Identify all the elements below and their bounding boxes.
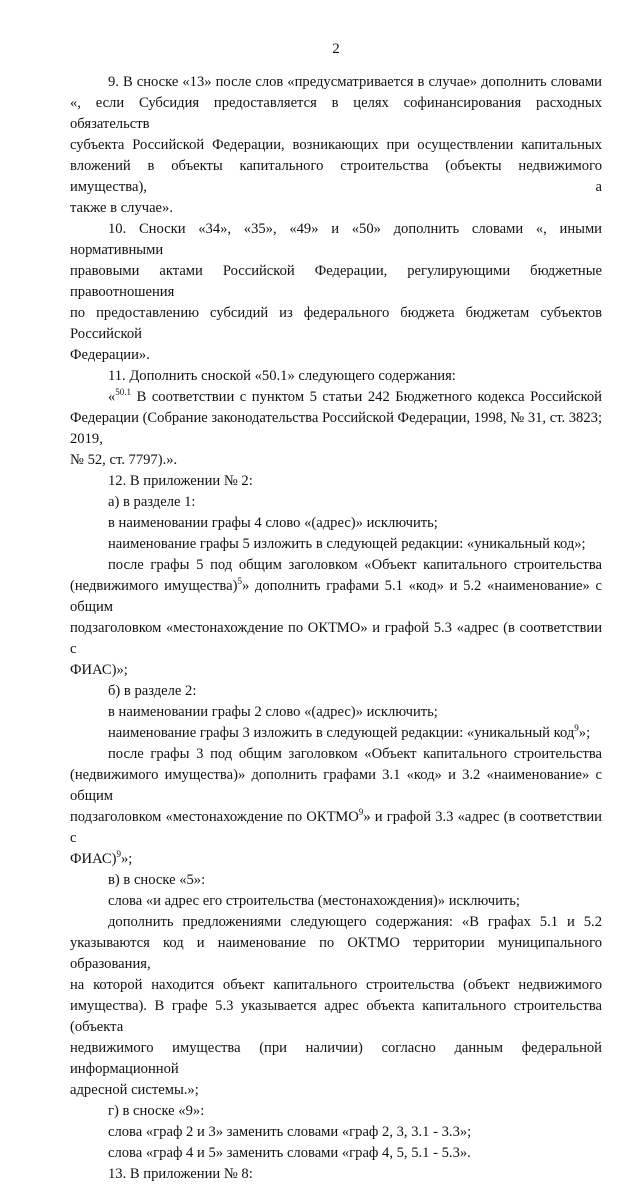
- footnote-marker: 9: [358, 807, 364, 818]
- text-line: ФИАС)»;: [70, 662, 128, 678]
- text-line: недвижимого имущества (при наличии) согласно данным федеральной информационной: [70, 1040, 602, 1077]
- text-line: [70, 849, 602, 870]
- item-9: [70, 72, 602, 219]
- document-body: [70, 72, 602, 1185]
- text-line: [70, 723, 602, 744]
- text-line: Федерации».: [70, 347, 150, 363]
- text-line: а) в разделе 1:: [108, 494, 196, 510]
- footnote-marker: 5: [237, 576, 242, 587]
- text-line: после графы 5 под общим заголовком «Объект капитального строительства: [108, 557, 602, 573]
- text-line: 10. Сноски «34», «35», «49» и «50» дополнить словами «, иными нормативными: [70, 221, 602, 258]
- text-line: (недвижимого имущества)» дополнить графами 3.1 «код» и 3.2 «наименование» с общим: [70, 767, 602, 804]
- text-line: на которой находится объект капитального строительства (объект недвижимого: [70, 977, 602, 993]
- text-line: в) в сноске «5»:: [108, 872, 206, 888]
- text-fragment: наименование графы 3 изложить в следующей редакции: «уникальный код: [108, 725, 575, 741]
- text-line: 12. В приложении № 2:: [108, 473, 253, 489]
- text-line: слова «и адрес его строительства (местонахождения)» исключить;: [108, 893, 520, 909]
- text-line: в наименовании графы 4 слово «(адрес)» исключить;: [108, 515, 438, 531]
- text-line: [70, 576, 602, 618]
- text-line: [70, 807, 602, 849]
- text-fragment: ФИАС): [70, 851, 117, 867]
- text-line: слова «граф 2 и 3» заменить словами «граф 2, 3, 3.1 - 3.3»;: [108, 1124, 472, 1140]
- text-fragment: «: [108, 389, 116, 405]
- item-11: [70, 366, 602, 471]
- text-line: указываются код и наименование по ОКТМО территории муниципального образования,: [70, 935, 602, 972]
- text-fragment: »;: [120, 851, 133, 867]
- text-line: слова «граф 4 и 5» заменить словами «граф 4, 5, 5.1 - 5.3».: [108, 1145, 471, 1161]
- text-fragment: » дополнить графами 5.1 «код» и 5.2 «наименование» с общим: [70, 578, 602, 615]
- text-line: в наименовании графы 2 слово «(адрес)» исключить;: [108, 704, 438, 720]
- text-line: Федерации (Собрание законодательства Российской Федерации, 1998, № 31, ст. 3823; 2019,: [70, 410, 603, 447]
- text-line: [70, 387, 602, 408]
- text-line: дополнить предложениями следующего содержания: «В графах 5.1 и 5.2: [108, 914, 602, 930]
- text-fragment: подзаголовком «местонахождение по ОКТМО: [70, 809, 359, 825]
- text-line: после графы 3 под общим заголовком «Объект капитального строительства: [108, 746, 602, 762]
- text-line: 13. В приложении № 8:: [108, 1166, 253, 1182]
- text-line: имущества). В графе 5.3 указывается адрес объекта капитального строительства (объекта: [70, 998, 602, 1035]
- page-number: 2: [332, 41, 340, 57]
- text-line: г) в сноске «9»:: [108, 1103, 205, 1119]
- text-line: правовыми актами Российской Федерации, регулирующими бюджетные правоотношения: [70, 263, 602, 300]
- text-line: наименование графы 5 изложить в следующей редакции: «уникальный код»;: [108, 536, 586, 552]
- text-line: 9. В сноске «13» после слов «предусматривается в случае» дополнить словами: [108, 74, 602, 90]
- text-line: по предоставлению субсидий из федерального бюджета бюджетам субъектов Российской: [70, 305, 602, 342]
- text-fragment: » и графой 3.3 «адрес (в соответствии с: [70, 809, 602, 846]
- footnote-marker: 9: [116, 849, 121, 860]
- text-line: № 52, ст. 7797).».: [70, 452, 178, 468]
- text-line: вложений в объекты капитального строительства (объекты недвижимого имущества), а: [70, 158, 602, 195]
- text-fragment: В соответствии с пунктом 5 статьи 242 Бюджетного кодекса Российской: [131, 389, 602, 405]
- item-12: [70, 471, 602, 1164]
- footnote-marker: 50.1: [115, 387, 132, 398]
- text-line: б) в разделе 2:: [108, 683, 197, 699]
- text-line: «, если Субсидия предоставляется в целях софинансирования расходных обязательств: [70, 95, 602, 132]
- text-line: адресной системы.»;: [70, 1082, 199, 1098]
- text-line: подзаголовком «местонахождение по ОКТМО» и графой 5.3 «адрес (в соответствии с: [70, 620, 602, 657]
- text-line: также в случае».: [70, 200, 173, 216]
- text-line: субъекта Российской Федерации, возникающих при осуществлении капитальных: [70, 137, 602, 153]
- item-10: [70, 219, 602, 366]
- text-fragment: (недвижимого имущества): [70, 578, 238, 594]
- text-fragment: »;: [578, 725, 591, 741]
- item-13: [70, 1164, 602, 1185]
- footnote-marker: 9: [574, 723, 579, 734]
- text-line: 11. Дополнить сноской «50.1» следующего содержания:: [108, 368, 456, 384]
